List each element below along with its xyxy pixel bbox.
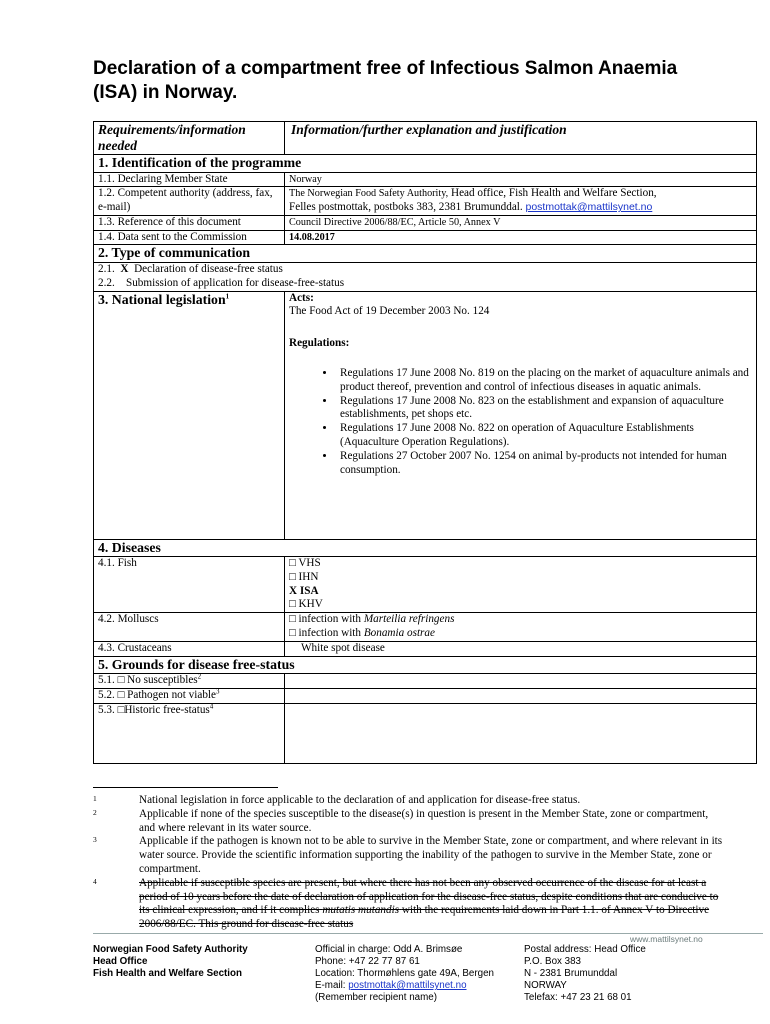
footer-phone: Phone: +47 22 77 87 61 <box>315 956 420 968</box>
footnote-1 <box>93 794 723 808</box>
row-reference-value: Council Directive 2006/88/EC, Article 50, Annex V <box>285 215 757 230</box>
regulations-list <box>289 367 752 477</box>
footer-brand-url[interactable]: www.mattilsynet.no <box>630 934 703 944</box>
section-diseases-title: 4. Diseases <box>94 539 757 557</box>
row-declaring-state-label: 1.1. Declaring Member State <box>94 172 285 187</box>
mollusc-diseases <box>285 613 757 642</box>
communication-item-number: 2.1. <box>98 262 115 275</box>
disease-option-isa: X ISA <box>289 584 319 597</box>
footnote-2 <box>93 808 723 836</box>
footer-contact <box>315 944 494 1004</box>
ground-historic-free-status-value <box>285 703 757 763</box>
footer-location: Location: Thormøhlens gate 49A, Bergen <box>315 968 494 980</box>
mollusc-species: Marteilia refringens <box>363 613 455 626</box>
disease-option-vhs: □ VHS <box>289 557 321 570</box>
footer-email-link[interactable]: postmottak@mattilsynet.no <box>348 980 467 992</box>
communication-item-mark: X <box>120 262 129 275</box>
communication-item-text: Declaration of disease-free status <box>134 262 283 275</box>
footer-org-office: Head Office <box>93 956 148 968</box>
authority-office: Head office, Fish Health and Welfare Section, <box>451 187 657 200</box>
mollusc-prefix: □ infection with <box>289 627 362 640</box>
mollusc-species: Bonamia ostrae <box>363 627 435 640</box>
footer-org-section: Fish Health and Welfare Section <box>93 968 242 980</box>
mollusc-option-marteilia <box>289 613 752 627</box>
section-identification-title: 1. Identification of the programme <box>94 155 757 173</box>
section-grounds-title: 5. Grounds for disease free-status <box>94 656 757 674</box>
footnote-3 <box>93 835 723 876</box>
row-data-sent-value: 14.08.2017 <box>285 230 757 245</box>
communication-item-declaration <box>98 263 752 277</box>
authority-name: The Norwegian Food Safety Authority, <box>289 188 449 200</box>
ground-text: 5.1. □ No susceptibles <box>98 674 198 687</box>
row-data-sent-label: 1.4. Data sent to the Commission <box>94 230 285 245</box>
footnote-ref: 1 <box>225 291 230 300</box>
footer-postal-line: P.O. Box 383 <box>524 956 582 968</box>
header-information: Information/further explanation and justification <box>285 122 757 155</box>
declaration-table <box>93 121 757 764</box>
footer-org-name: Norwegian Food Safety Authority <box>93 944 248 955</box>
row-competent-authority-label: 1.2. Competent authority (address, fax, e-mail) <box>94 187 285 216</box>
fish-label: 4.1. Fish <box>94 557 285 613</box>
ground-no-susceptibles-value <box>285 674 757 689</box>
ground-pathogen-not-viable-value <box>285 688 757 703</box>
mollusc-prefix: □ infection with <box>289 613 362 626</box>
regulation-item: • Regulations 17 June 2008 No. 819 on the placing on the market of aquaculture animals and product thereof, prevention and control of infectious diseases in aquatic animals. <box>336 367 752 395</box>
footnote-text-part: with the requirements laid down in Part 1.1. of Annex V to Directive 2006/88/EC. This ground for disease-free status <box>139 904 710 931</box>
footer-postal-line: N - 2381 Brumunddal <box>524 968 618 980</box>
footer-postal-line: Postal address: Head Office <box>524 944 646 955</box>
footnote-text: Applicable if none of the species susceptible to the disease(s) in question is present in the Member State, zone or compartment, and where relevant in its water source. <box>139 807 709 834</box>
section-communication-title: 2. Type of communication <box>94 245 757 263</box>
regulation-item: • Regulations 27 October 2007 No. 1254 on animal by-products not intended for human consumption. <box>336 450 752 478</box>
row-declaring-state-value: Norway <box>285 172 757 187</box>
regulations-label: Regulations: <box>289 337 350 350</box>
fish-diseases <box>285 557 757 613</box>
footer-remember-note: (Remember recipient name) <box>315 992 437 1004</box>
acts-text: The Food Act of 19 December 2003 No. 124 <box>289 305 490 318</box>
footnote-text-part: Applicable if susceptible species are present, but where there has not been any observed occurrence of the disease for at least a period of 10 years before the date of declaration of application for the disease-free status, despite conditions that are conducive to its clinical expression, and if it complies <box>139 876 719 917</box>
ground-text: 5.2. □ Pathogen not viable <box>98 688 216 701</box>
disease-option-khv: □ KHV <box>289 598 323 611</box>
footnote-4 <box>93 877 723 932</box>
footnote-text <box>139 877 723 932</box>
footer-postal <box>524 944 646 1004</box>
regulation-item: • Regulations 17 June 2008 No. 822 on operation of Aquaculture Establishments (Aquaculture Operation Regulations). <box>336 422 752 450</box>
footnote-number: 3 <box>93 835 97 845</box>
footer-telefax: Telefax: +47 23 21 68 01 <box>524 992 632 1004</box>
footnote-text-italic: mutatis mutandis <box>322 904 400 917</box>
ground-no-susceptibles <box>94 674 285 689</box>
mollusc-option-bonamia <box>289 627 752 641</box>
crustaceans-value: White spot disease <box>285 641 757 656</box>
authority-email-link[interactable]: postmottak@mattilsynet.no <box>525 201 653 214</box>
ground-pathogen-not-viable <box>94 688 285 703</box>
acts-label: Acts: <box>289 291 314 304</box>
footnote-divider <box>93 787 278 788</box>
footnotes <box>93 794 723 932</box>
disease-option-ihn: □ IHN <box>289 570 319 583</box>
ground-historic-free-status <box>94 703 285 763</box>
communication-item-application: 2.2. Submission of application for disease-free-status <box>98 276 345 289</box>
footnote-ref: 2 <box>197 673 202 681</box>
footnote-text: Applicable if the pathogen is known not to be able to survive in the Member State, zone or compartment, and where relevant in its water source. Provide the scientific information supporting the inability of the pathogen to survive in the Member State, zone or compartment. <box>139 835 723 875</box>
authority-address: Felles postmottak, postboks 383, 2381 Brumunddal. <box>289 201 523 214</box>
legislation-title-text: 3. National legislation <box>98 291 226 307</box>
footer-postal-line: NORWAY <box>524 980 567 992</box>
row-reference-label: 1.3. Reference of this document <box>94 215 285 230</box>
row-competent-authority-value <box>285 187 757 216</box>
footer-email-prefix: E-mail: <box>315 980 346 992</box>
ground-text: 5.3. □Historic free-status <box>98 703 210 716</box>
communication-items <box>94 262 757 291</box>
footer-organisation <box>93 944 248 980</box>
footnote-number: 2 <box>93 807 97 817</box>
section-legislation-title <box>94 291 285 539</box>
header-requirements: Requirements/information needed <box>94 122 285 155</box>
legislation-content <box>285 291 757 539</box>
footnote-text: National legislation in force applicable to the declaration of and application for disease-free status. <box>139 794 581 806</box>
document-title: Declaration of a compartment free of Infectious Salmon Anaemia (ISA) in Norway. <box>93 58 678 103</box>
footnote-number: 1 <box>93 794 97 803</box>
footer-email <box>315 980 494 992</box>
footer-official: Official in charge: Odd A. Brimsøe <box>315 944 463 955</box>
footnote-number: 4 <box>93 876 97 886</box>
crustaceans-label: 4.3. Crustaceans <box>94 641 285 656</box>
molluscs-label: 4.2. Molluscs <box>94 613 285 642</box>
footnote-ref: 3 <box>216 688 220 696</box>
regulation-item: • Regulations 17 June 2008 No. 823 on the establishment and expansion of aquaculture establishments, pet shops etc. <box>336 395 752 423</box>
footnote-ref: 4 <box>209 703 214 711</box>
